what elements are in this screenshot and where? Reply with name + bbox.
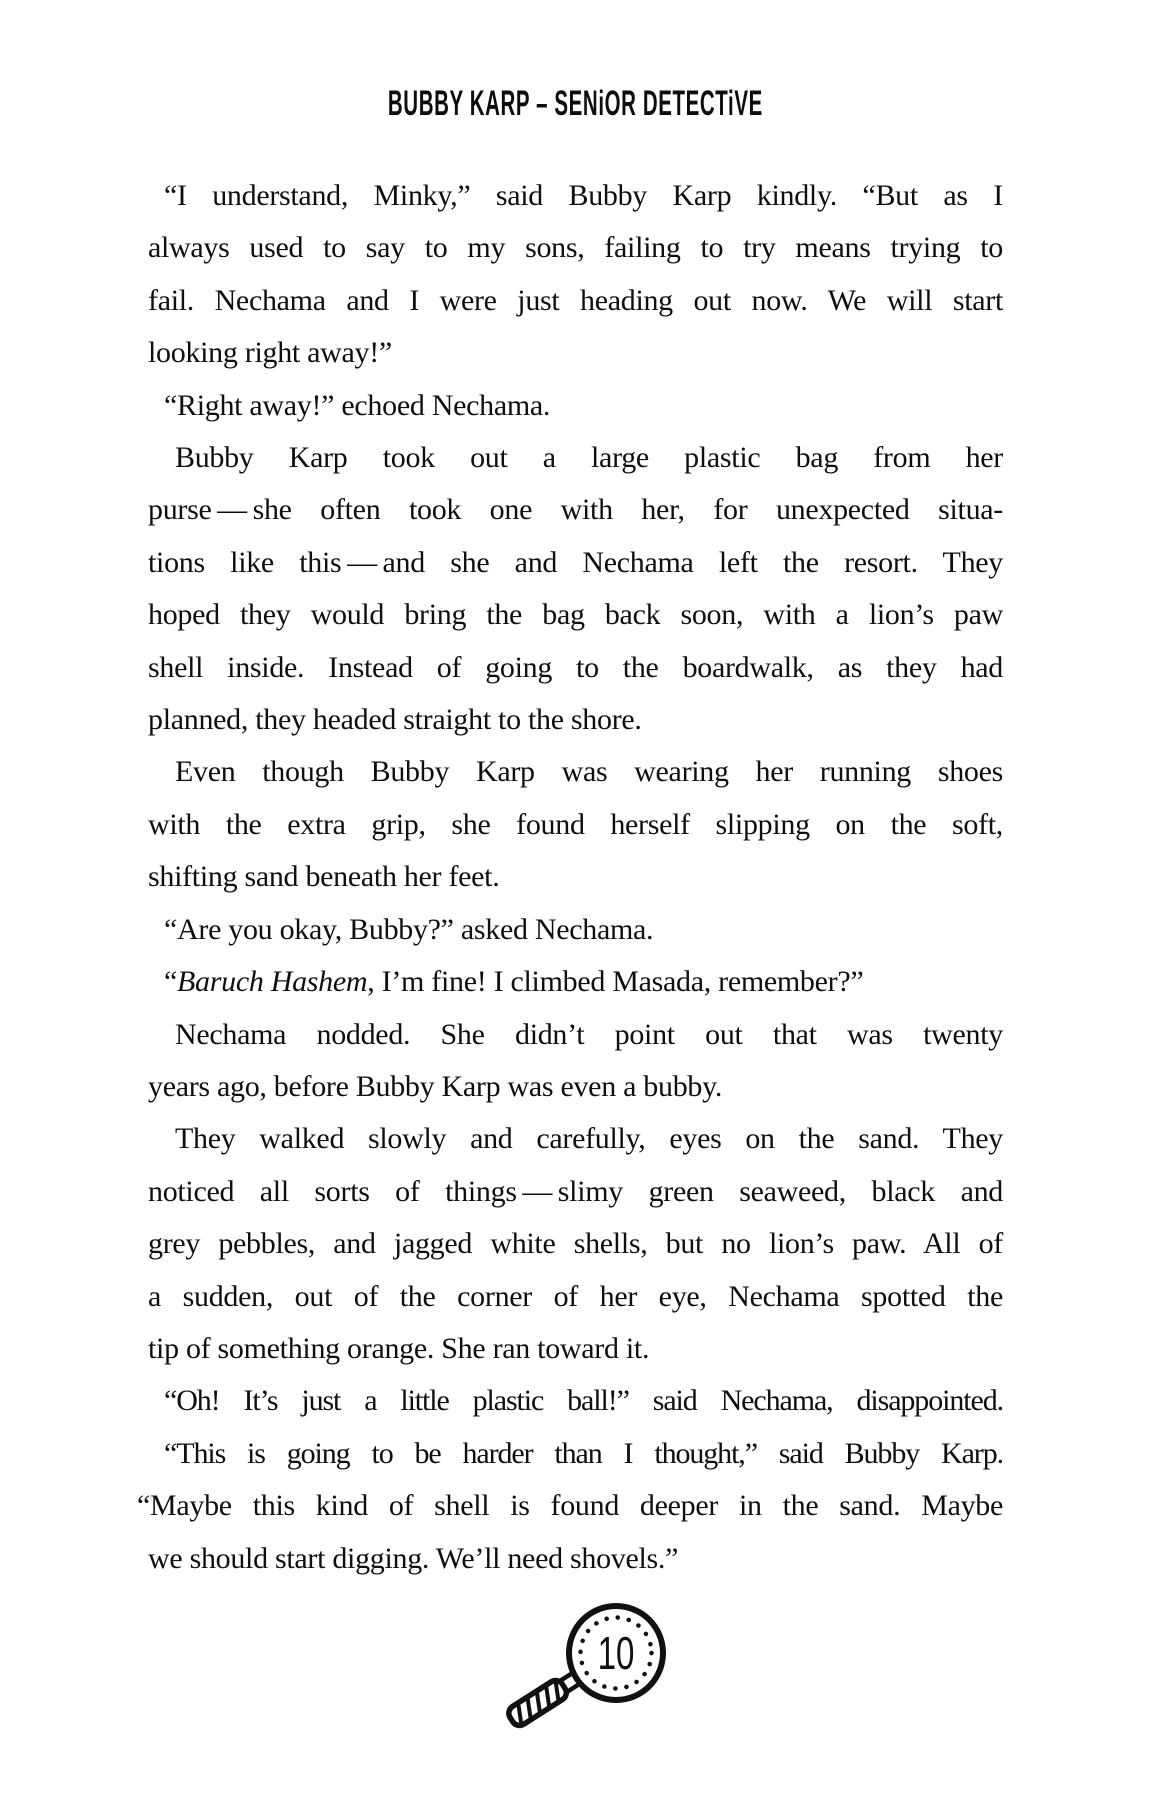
- page-number-area: [148, 1599, 1003, 1772]
- paragraph: [148, 1009, 1003, 1114]
- text-line: fail. Nechama and I were just heading out now. We will start: [148, 283, 1003, 317]
- paragraph: [148, 956, 1003, 1008]
- text-line: a sudden, out of the corner of her eye, Nechama spotted the: [148, 1279, 1003, 1313]
- text-line: Nechama nodded. She didn’t point out that was twenty: [175, 1017, 1003, 1051]
- paragraph: [148, 1113, 1003, 1375]
- paragraph: [148, 170, 1003, 380]
- text-line: “Maybe this kind of shell is found deeper in the sand. Maybe: [137, 1489, 1003, 1523]
- running-header: [148, 84, 1003, 126]
- text-line: years ago, before Bubby Karp was even a bubby.: [148, 1069, 723, 1103]
- text-line: “Baruch Hashem, I’m fine! I climbed Masada, remember?”: [164, 965, 864, 999]
- paragraph: [148, 432, 1003, 746]
- text-line: planned, they headed straight to the shore.: [148, 703, 642, 737]
- page-number: 10: [597, 1628, 634, 1680]
- text-line: “Are you okay, Bubby?” asked Nechama.: [164, 912, 654, 946]
- text-line: noticed all sorts of things — slimy green seaweed, black and: [148, 1174, 1003, 1208]
- text-line: hoped they would bring the bag back soon, with a lion’s paw: [148, 598, 1003, 632]
- magnifying-glass-icon: [466, 1599, 686, 1767]
- text-line: tions like this — and she and Nechama left the resort. They: [148, 545, 1003, 579]
- text-block: [137, 170, 1003, 1585]
- text-line: “I understand, Minky,” said Bubby Karp kindly. “But as I: [164, 179, 1003, 212]
- text-line: looking right away!”: [148, 336, 392, 370]
- text-line: shell inside. Instead of going to the boardwalk, as they had: [148, 650, 1003, 684]
- text-line: tip of something orange. She ran toward it.: [148, 1331, 650, 1365]
- text-line: “Oh! It’s just a little plastic ball!” said Nechama, disappointed.: [164, 1384, 1003, 1418]
- text-line: They walked slowly and carefully, eyes on the sand. They: [175, 1122, 1003, 1156]
- text-line: Even though Bubby Karp was wearing her running shoes: [175, 755, 1003, 789]
- text-line: grey pebbles, and jagged white shells, but no lion’s paw. All of: [148, 1227, 1003, 1261]
- text-line: purse — she often took one with her, for unexpected situa-: [148, 493, 1003, 527]
- paragraph: [148, 1375, 1003, 1427]
- text-line: “This is going to be harder than I thought,” said Bubby Karp.: [164, 1436, 1003, 1470]
- text-line: shifting sand beneath her feet.: [148, 860, 500, 894]
- paragraph: [148, 904, 1003, 956]
- paragraph: [148, 380, 1003, 432]
- text-line: always used to say to my sons, failing to try means trying to: [148, 231, 1003, 265]
- paragraph: [148, 746, 1003, 903]
- paragraph: [137, 1428, 1003, 1585]
- page-header-title: BUBBY KARP – SENiOR DETECTiVE: [388, 82, 763, 123]
- text-line: with the extra grip, she found herself slipping on the soft,: [148, 807, 1003, 841]
- text-line: Bubby Karp took out a large plastic bag from her: [175, 441, 1003, 475]
- text-line: “Right away!” echoed Nechama.: [164, 388, 551, 422]
- text-line: we should start digging. We’ll need shovels.”: [148, 1541, 679, 1575]
